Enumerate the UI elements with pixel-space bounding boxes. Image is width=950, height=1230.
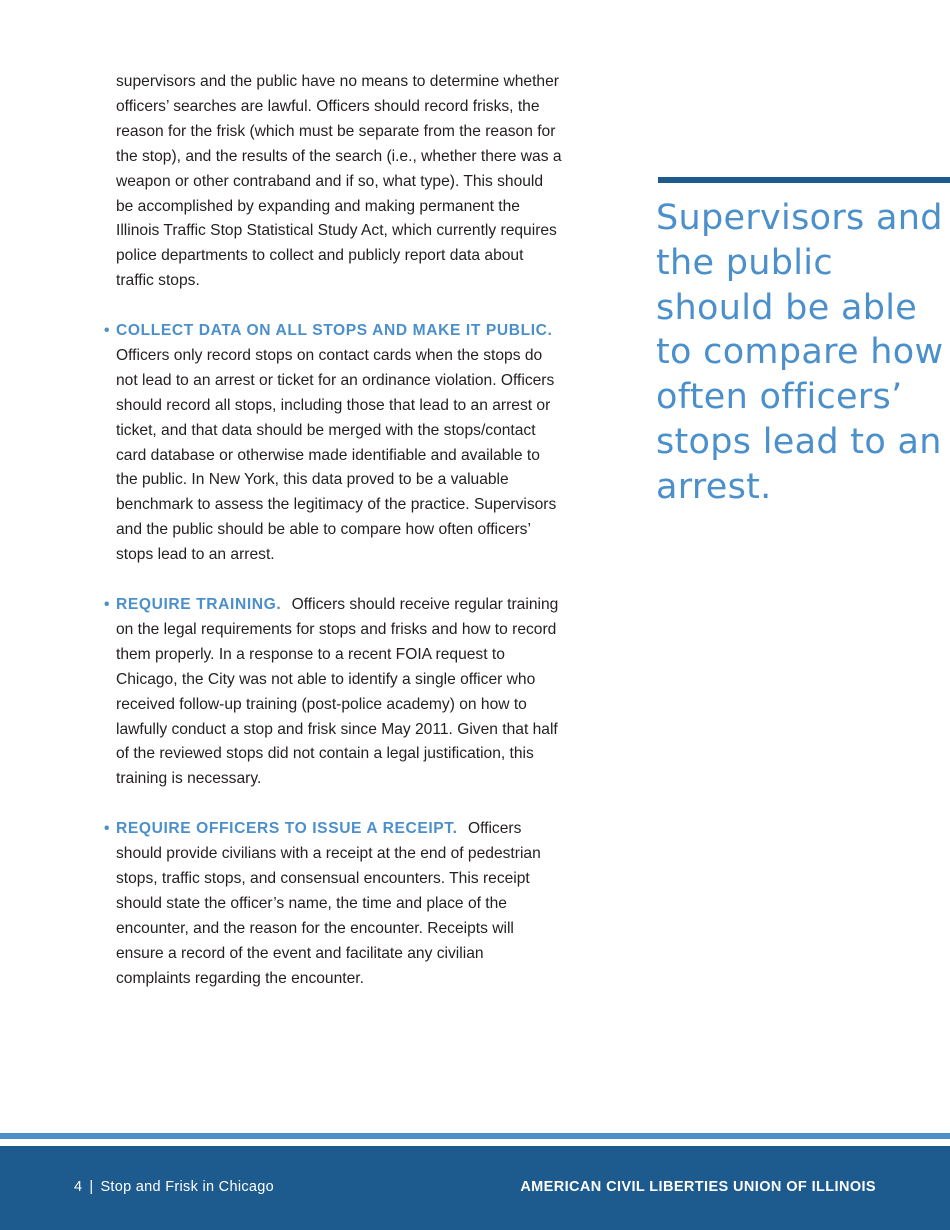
bullet-require-training	[104, 593, 562, 792]
bullet-heading: COLLECT DATA ON ALL STOPS AND MAKE IT PUBLIC.	[116, 322, 553, 340]
bullet-issue-receipt	[104, 817, 562, 991]
bullet-heading: REQUIRE TRAINING.	[116, 596, 282, 613]
bullet-heading: REQUIRE OFFICERS TO ISSUE A RECEIPT.	[116, 820, 458, 838]
bullet-body: Officers should provide civilians with a receipt at the end of pedestrian stops, traffic stops, and consensual encounters. This receipt should state the officer’s name, the time and place of the encounter, and the reason for the encounter. Receipts will ensure a record of the event and facilitate any civilian complaints regarding the encounter.	[116, 820, 541, 987]
bullet-collect-data	[104, 319, 562, 568]
pull-quote: Supervisors and the public should be able to compare how often officers’ stops lead to an arrest.	[656, 198, 944, 507]
organization-name: AMERICAN CIVIL LIBERTIES UNION OF ILLINOIS	[520, 1179, 876, 1195]
page-footer	[0, 1146, 950, 1230]
footer-separator: |	[89, 1179, 94, 1195]
intro-paragraph: supervisors and the public have no means to determine whether officers’ searches are lawful. Officers should record frisks, the reason for the frisk (which must be separate from the reason for the stop), and the results of the search (i.e., whether there was a weapon or other contraband and if so, what type). This should be accomplished by expanding and making permanent the Illinois Traffic Stop Statistical Study Act, which currently requires police departments to collect and publicly report data about traffic stops.	[116, 73, 562, 290]
bullet-marker: •	[104, 596, 110, 613]
footer-left	[74, 1179, 274, 1195]
bullet-body: Officers should receive regular training on the legal requirements for stops and frisks and how to record them properly. In a response to a recent FOIA request to Chicago, the City was not able to identify a single officer who received follow-up training (post-police academy) on how to lawfully conduct a stop and frisk since May 2011. Given that half of the reviewed stops did not contain a legal justification, this training is necessary.	[116, 596, 559, 788]
bullet-body: Officers only record stops on contact cards when the stops do not lead to an arrest or ticket for an ordinance violation. Officers should record all stops, including those that lead to an arrest or ticket, and that data should be merged with the stops/contact card database or otherwise made identifiable and available to the public. In New York, this data proved to be a valuable benchmark to assess the legitimacy of the practice. Supervisors and the public should be able to compare how often officers’ stops lead to an arrest.	[116, 346, 557, 564]
pull-quote-rule	[658, 177, 950, 183]
bullet-marker: •	[104, 322, 110, 340]
publication-title: Stop and Frisk in Chicago	[100, 1179, 274, 1195]
page-number: 4	[74, 1179, 83, 1195]
main-column	[104, 70, 562, 991]
bullet-marker: •	[104, 820, 110, 838]
footer-stripe	[0, 1133, 950, 1139]
